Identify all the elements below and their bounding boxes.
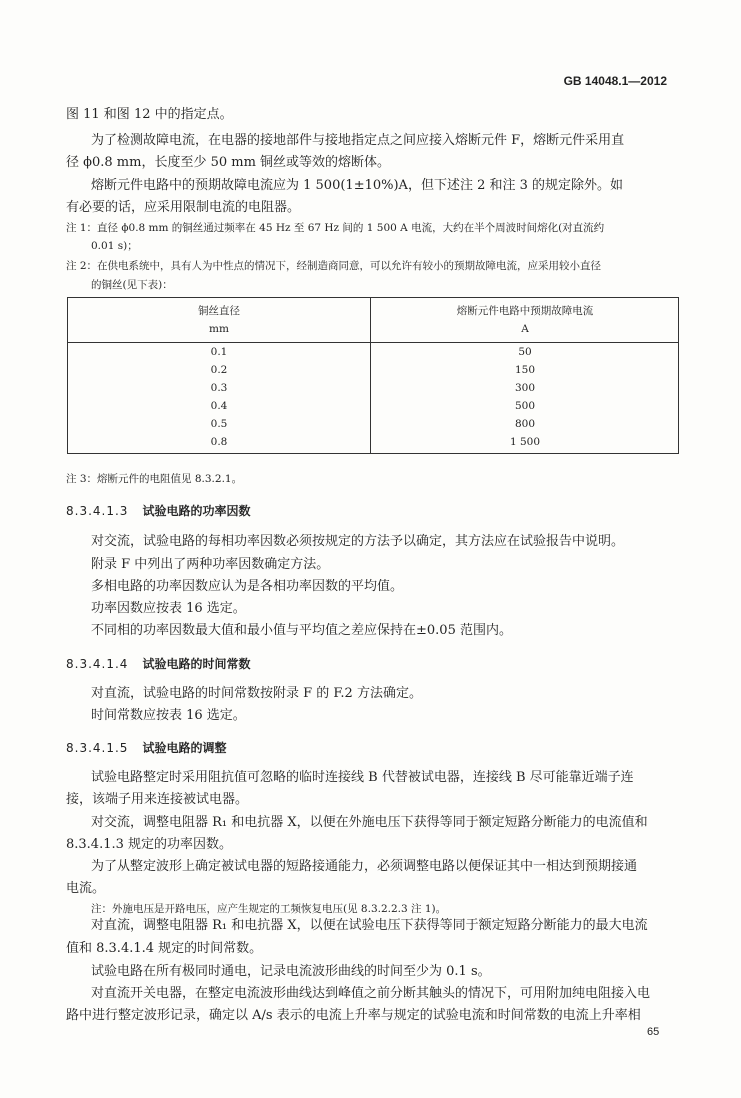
col-header-current-unit: A — [521, 323, 529, 335]
section-heading-8-3-4-1-3 — [66, 503, 250, 519]
paragraph-line: 不同相的功率因数最大值和最小值与平均值之差应保持在±0.05 范围内。 — [91, 623, 512, 638]
section-heading-8-3-4-1-4 — [66, 656, 250, 672]
paragraph-line: 电流。 — [66, 881, 106, 896]
diameter-cell: 0.1 — [210, 346, 228, 358]
current-cell: 150 — [514, 364, 536, 376]
paragraph-line: 径 ϕ0.8 mm，长度至少 50 mm 铜丝或等效的熔断体。 — [66, 155, 391, 170]
current-cell: 500 — [514, 400, 536, 412]
section-title: 试验电路的调整 — [142, 741, 227, 755]
note-2-cont: 的铜丝(见下表)： — [91, 279, 173, 291]
paragraph-line: 为了从整定波形上确定被试电器的短路接通能力，必须调整电路以便保证其中一相达到预期接通 — [91, 859, 638, 874]
paragraph-line: 附录 F 中列出了两种功率因数确定方法。 — [91, 557, 330, 572]
current-cell: 1 500 — [509, 436, 541, 448]
paragraph-line: 接，该端子用来连接被试电器。 — [66, 792, 249, 807]
section-title: 试验电路的时间常数 — [142, 657, 251, 671]
col-header-current: 熔断元件电路中预期故障电流 — [456, 305, 594, 317]
page-number: 65 — [647, 1026, 660, 1038]
paragraph-line: 对交流，试验电路的每相功率因数必须按规定的方法予以确定，其方法应在试验报告中说明。 — [91, 534, 625, 549]
paragraph-line: 为了检测故障电流，在电器的接地部件与接地指定点之间应接入熔断元件 F，熔断元件采用直 — [91, 133, 625, 148]
paragraph-line: 多相电路的功率因数应认为是各相功率因数的平均值。 — [91, 579, 404, 594]
paragraph-line: 试验电路在所有极同时通电，记录电流波形曲线的时间至少为 0.1 s。 — [91, 964, 491, 979]
standard-number-header: GB 14048.1—2012 — [563, 74, 667, 88]
section-number: 8.3.4.1.5 — [66, 741, 129, 755]
section-number: 8.3.4.1.3 — [66, 504, 129, 518]
paragraph-line: 功率因数应按表 16 选定。 — [91, 601, 246, 616]
paragraph-line: 对直流，调整电阻器 R₁ 和电抗器 X，以便在试验电压下获得等同于额定短路分断能力的最大电流 — [91, 918, 648, 933]
paragraph-line: 路中进行整定波形记录，确定以 A/s 表示的电流上升率与规定的试验电流和时间常数的电流上升率相 — [66, 1008, 641, 1023]
paragraph-line: 时间常数应按表 16 选定。 — [91, 708, 246, 723]
section-number: 8.3.4.1.4 — [66, 657, 129, 671]
current-cell: 800 — [514, 418, 536, 430]
col-header-diameter-unit: mm — [209, 323, 229, 335]
note-1: 注 1：直径 ϕ0.8 mm 的铜丝通过频率在 45 Hz 至 67 Hz 间的 1 500 A 电流，大约在半个周波时间熔化(对直流约 — [66, 222, 605, 234]
paragraph-line: 图 11 和图 12 中的指定点。 — [66, 107, 233, 122]
section-title: 试验电路的功率因数 — [142, 504, 251, 518]
diameter-cell: 0.8 — [210, 436, 228, 448]
diameter-cell: 0.5 — [210, 418, 228, 430]
note-1-cont: 0.01 s)； — [91, 240, 138, 252]
diameter-cell: 0.3 — [210, 382, 228, 394]
paragraph-line: 对交流，调整电阻器 R₁ 和电抗器 X，以便在外施电压下获得等同于额定短路分断能力的电流值和 — [91, 815, 648, 830]
paragraph-line: 值和 8.3.4.1.4 规定的时间常数。 — [66, 941, 263, 956]
diameter-cell: 0.2 — [210, 364, 228, 376]
paragraph-line: 对直流开关电器，在整定电流波形曲线达到峰值之前分断其触头的情况下，可用附加纯电阻接入电 — [91, 986, 651, 1001]
paragraph-line: 试验电路整定时采用阻抗值可忽略的临时连接线 B 代替被试电器，连接线 B 尽可能靠近端子连 — [91, 770, 634, 785]
diameter-cell: 0.4 — [210, 400, 228, 412]
wire-diameter-table — [67, 297, 679, 454]
paragraph-line: 对直流，试验电路的时间常数按附录 F 的 F.2 方法确定。 — [91, 686, 422, 701]
paragraph-line: 有必要的话，应采用限制电流的电阻器。 — [66, 200, 301, 215]
note-3: 注 3：熔断元件的电阻值见 8.3.2.1。 — [66, 473, 243, 485]
note-2: 注 2：在供电系统中，具有人为中性点的情况下，经制造商同意，可以允许有较小的预期故障电流，应采用较小直径 — [66, 260, 602, 272]
current-cell: 50 — [518, 346, 532, 358]
section-heading-8-3-4-1-5 — [66, 740, 226, 756]
col-header-diameter: 铜丝直径 — [198, 305, 240, 317]
paragraph-line: 8.3.4.1.3 规定的功率因数。 — [66, 837, 233, 852]
paragraph-line: 熔断元件电路中的预期故障电流应为 1 500(1±10%)A，但下述注 2 和注 3 的规定除外。如 — [91, 178, 624, 193]
section-note: 注：外施电压是开路电压，应产生规定的工频恢复电压(见 8.3.2.2.3 注 1)。 — [91, 903, 447, 915]
current-cell: 300 — [514, 382, 536, 394]
